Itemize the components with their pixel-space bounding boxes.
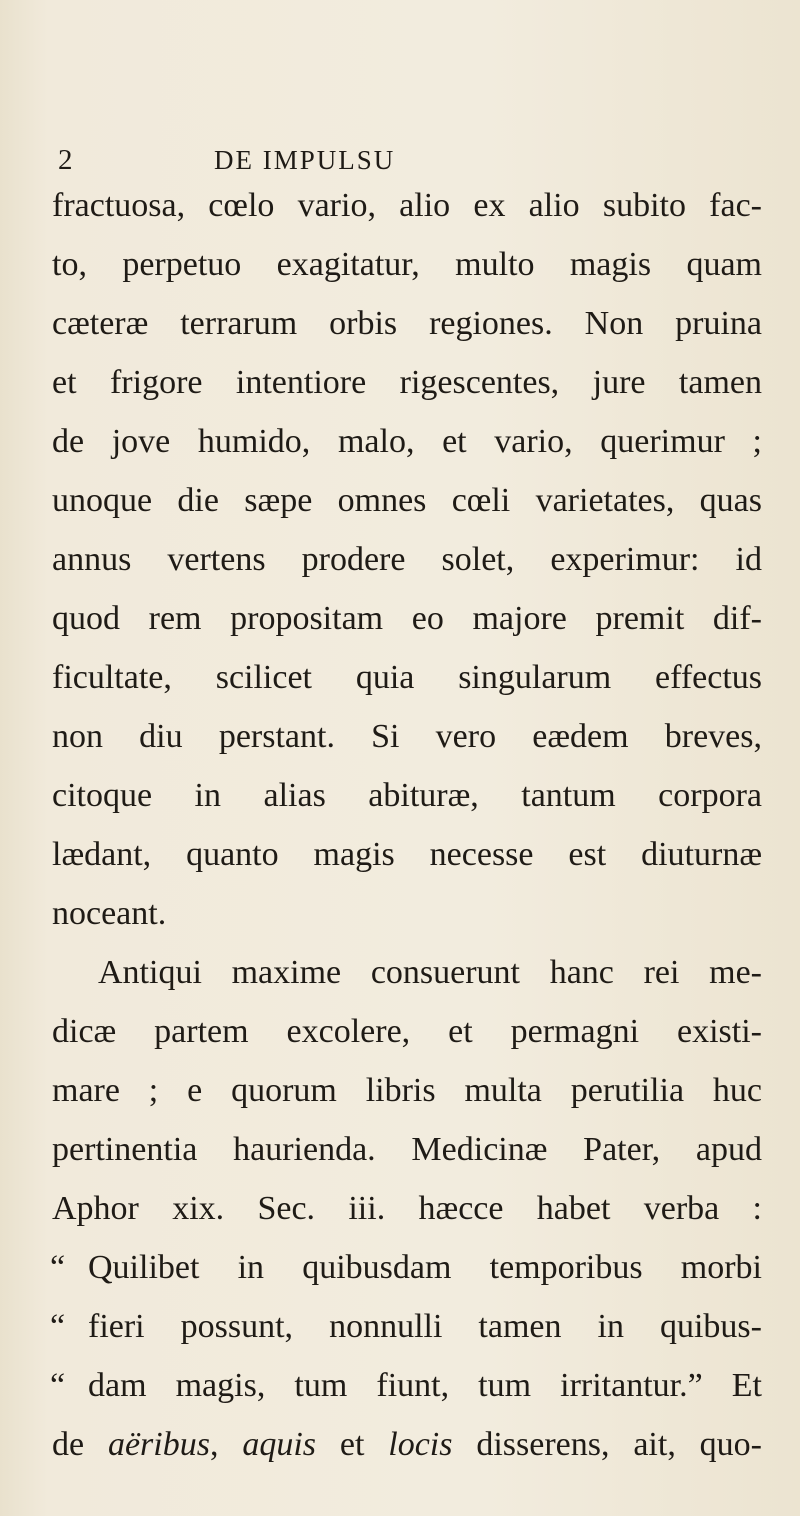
text-line: pertinentia haurienda. Medicinæ Pater, apud [52,1131,762,1168]
running-title: DE IMPULSU [214,145,396,175]
text-line: ficultate, scilicet quia singularum effectus [52,659,762,696]
text-line: Antiqui maxime consuerunt hanc rei me- [98,954,762,991]
text-line: citoque in alias abituræ, tantum corpora [52,777,762,814]
text-line: de jove humido, malo, et vario, querimur ; [52,423,762,460]
text-line: unoque die sæpe omnes cœli varietates, quas [52,482,762,519]
text-line: to, perpetuo exagitatur, multo magis quam [52,246,762,283]
text-fragment: et [316,1426,389,1463]
quote-text: fieri possunt, nonnulli tamen in quibus- [88,1308,762,1345]
text-line: cæteræ terrarum orbis regiones. Non pruina [52,305,762,342]
text-line: Aphor xix. Sec. iii. hæcce habet verba : [52,1190,762,1227]
quote-line [50,1242,762,1294]
text-line: fractuosa, cœlo vario, alio ex alio subito fac- [52,187,762,224]
text-line: et frigore intentiore rigescentes, jure tamen [52,364,762,401]
text-fragment: de [52,1426,108,1463]
page-number: 2 [58,144,74,176]
running-head [0,138,800,182]
quote-line [50,1360,762,1412]
quote-mark: “ [50,1367,66,1404]
quote-line [50,1301,762,1353]
quote-text: dam magis, tum fiunt, tum irritantur.” Et [88,1367,762,1404]
quote-text: Quilibet in quibusdam temporibus morbi [88,1249,762,1286]
text-line-last [52,1419,762,1471]
text-line: noceant. [52,895,167,932]
text-line: dicæ partem excolere, et permagni existi- [52,1013,762,1050]
italic-word-locis: locis [388,1426,453,1463]
text-line: annus vertens prodere solet, experimur: id [52,541,762,578]
quote-mark: “ [50,1308,66,1345]
text-line: quod rem propositam eo majore premit dif- [52,600,762,637]
text-line: mare ; e quorum libris multa perutilia huc [52,1072,762,1109]
text-line: lædant, quanto magis necesse est diuturnæ [52,836,762,873]
text-line: non diu perstant. Si vero eædem breves, [52,718,762,755]
italic-word-aquis: aquis [242,1426,316,1463]
quote-mark: “ [50,1249,66,1286]
text-fragment: , [209,1426,243,1463]
italic-word-aeribus: aëribus [107,1426,210,1463]
text-fragment: disserens, ait, quo- [452,1426,763,1463]
